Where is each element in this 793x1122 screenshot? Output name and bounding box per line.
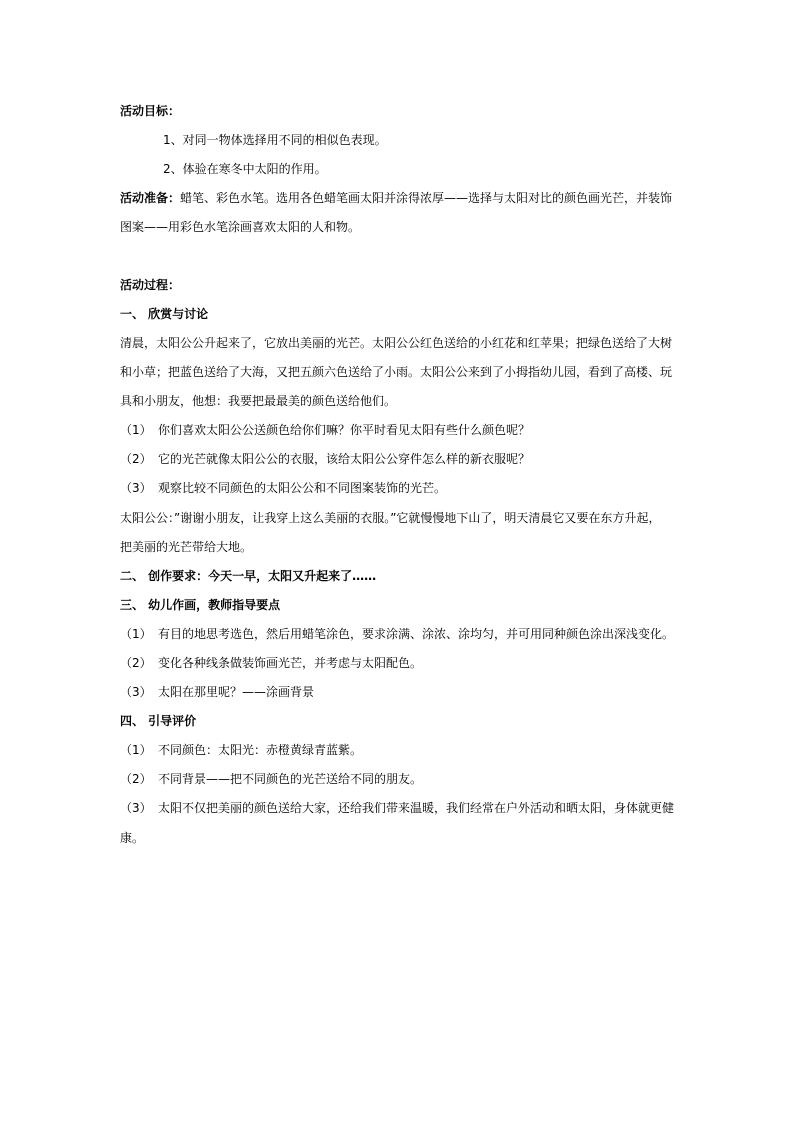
prep-text-1: 蜡笔、彩色水笔。选用各色蜡笔画太阳并涂得浓厚——选择与太阳对比的颜色画光芒，并装饰	[180, 191, 673, 205]
story-line-3: 具和小朋友，他想：我要把最最美的颜色送给他们。	[120, 394, 397, 408]
question-3-num: （3）	[120, 481, 152, 495]
goal-item-2: 2、体验在寒冬中太阳的作用。	[163, 162, 327, 176]
prep-label: 活动准备：	[120, 191, 181, 205]
review-item-3-num: （3）	[120, 801, 152, 815]
review-item-3-continuation: 康。	[120, 831, 145, 845]
guide-item-1	[120, 626, 674, 642]
question-2-num: （2）	[120, 452, 152, 466]
goals-heading: 活动目标：	[120, 104, 181, 118]
guide-item-1-text: 有目的地思考选色，然后用蜡笔涂色，要求涂满、涂浓、涂均匀，并可用同种颜色涂出深浅变化。	[158, 627, 675, 641]
sun-quote-line-2: 把美丽的光芒带给大地。	[120, 540, 253, 554]
guide-item-3-text: 太阳在那里呢？——涂画背景	[158, 685, 315, 699]
process-heading: 活动过程：	[120, 278, 181, 292]
prep-line-2: 图案——用彩色水笔涂画喜欢太阳的人和物。	[120, 220, 361, 234]
review-item-1	[120, 742, 362, 758]
section-1-title: 一、 欣赏与讨论	[120, 307, 209, 321]
review-item-3	[120, 800, 674, 816]
review-item-2	[120, 771, 422, 787]
guide-item-1-num: （1）	[120, 627, 152, 641]
question-1-num: （1）	[120, 423, 152, 437]
question-2	[120, 451, 530, 467]
prep-line-1	[120, 190, 672, 206]
story-line-2: 和小草；把蓝色送给了大海，又把五颜六色送给了小雨。太阳公公来到了小拇指幼儿园，看到了高楼、玩	[120, 365, 673, 379]
guide-item-3-num: （3）	[120, 685, 152, 699]
question-1	[120, 422, 530, 438]
question-2-text: 它的光芒就像太阳公公的衣服，该给太阳公公穿件怎么样的新衣服呢？	[158, 452, 531, 466]
review-item-2-num: （2）	[120, 772, 152, 786]
guide-item-2-text: 变化各种线条做装饰画光芒，并考虑与太阳配色。	[158, 656, 423, 670]
story-line-1: 清晨，太阳公公升起来了，它放出美丽的光芒。太阳公公红色送给的小红花和红苹果；把绿色送给了大树	[120, 336, 673, 350]
review-item-2-text: 不同背景——把不同颜色的光芒送给不同的朋友。	[158, 772, 423, 786]
review-item-1-text: 不同颜色：太阳光：赤橙黄绿青蓝紫。	[158, 743, 363, 757]
question-3-text: 观察比较不同颜色的太阳公公和不同图案装饰的光芒。	[158, 481, 447, 495]
section-2-title: 二、 创作要求：今天一早，太阳又升起来了……	[120, 569, 377, 583]
question-1-text: 你们喜欢太阳公公送颜色给你们嘛？你平时看见太阳有些什么颜色呢？	[158, 423, 531, 437]
sun-quote-line-1: 太阳公公：”谢谢小朋友，让我穿上这么美丽的衣服。”它就慢慢地下山了，明天清晨它又要在东方升起，	[120, 511, 661, 525]
review-item-3-text: 太阳不仅把美丽的颜色送给大家，还给我们带来温暖，我们经常在户外活动和晒太阳，身体就更健	[158, 801, 675, 815]
goal-item-1: 1、对同一物体选择用不同的相似色表现。	[163, 133, 387, 147]
question-3	[120, 480, 446, 496]
section-4-title: 四、 引导评价	[120, 714, 197, 728]
section-3-title: 三、 幼儿作画，教师指导要点	[120, 598, 281, 612]
guide-item-3	[120, 684, 314, 700]
review-item-1-num: （1）	[120, 743, 152, 757]
guide-item-2-num: （2）	[120, 656, 152, 670]
guide-item-2	[120, 655, 422, 671]
